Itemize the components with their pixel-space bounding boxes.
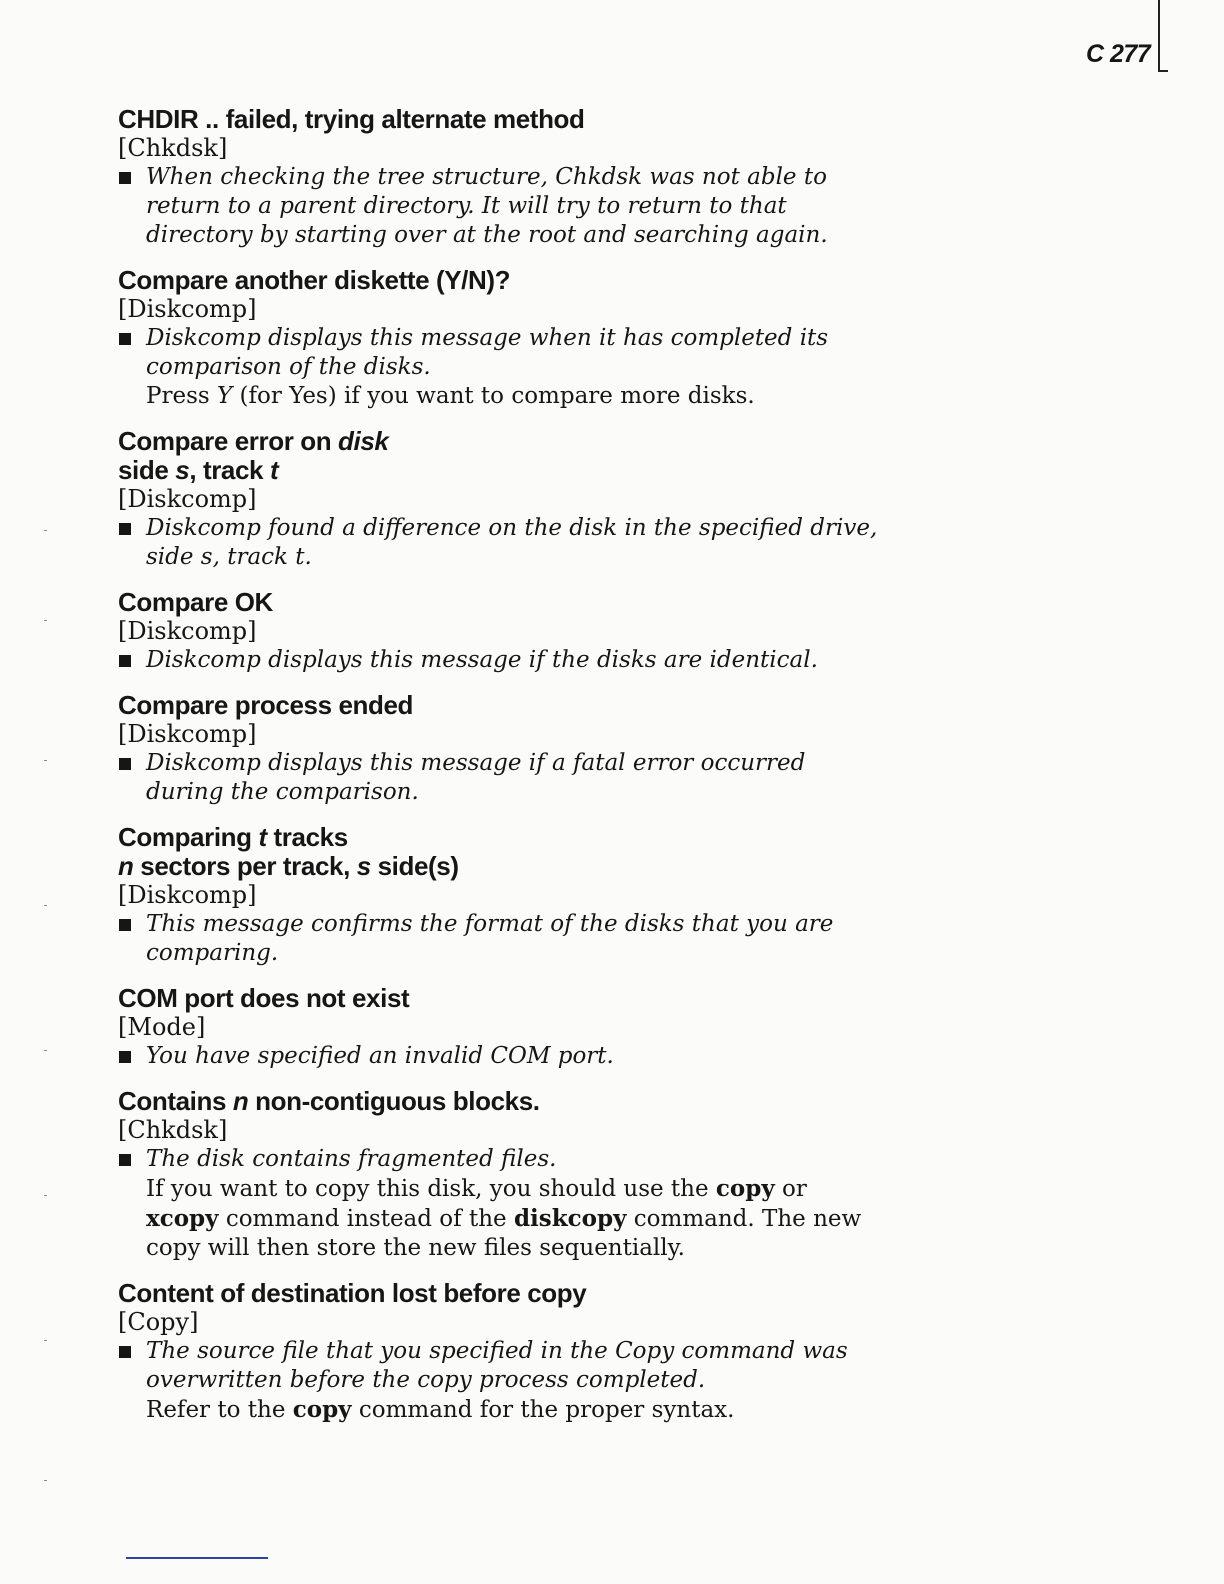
scan-speck — [44, 1195, 47, 1196]
title-variable: n — [232, 1086, 249, 1116]
message-source: [Diskcomp] — [118, 295, 257, 323]
square-bullet-icon — [119, 172, 131, 184]
message-description: Diskcomp displays this message when it has completed its comparison of the disks. — [118, 324, 878, 382]
square-bullet-icon — [119, 919, 131, 931]
page-number: C 277 — [1086, 40, 1151, 68]
message-entry — [118, 691, 878, 807]
message-description: Diskcomp displays this message if the disks are identical. — [118, 646, 878, 675]
message-source: [Chkdsk] — [118, 134, 228, 162]
message-entry — [118, 823, 878, 968]
message-description: When checking the tree structure, Chkdsk was not able to return to a parent directory. It will try to return to that directory by starting over at the root and searching again. — [118, 163, 878, 250]
message-title: Compare process ended — [118, 690, 414, 720]
scan-speck — [44, 905, 47, 906]
square-bullet-icon — [119, 1154, 131, 1166]
message-title: COM port does not exist — [118, 983, 410, 1013]
message-entry — [118, 1279, 878, 1425]
title-variable: t — [269, 455, 279, 485]
title-variable: s — [175, 455, 190, 485]
message-entry — [118, 984, 878, 1071]
message-source: [Diskcomp] — [118, 485, 257, 513]
message-title: CHDIR .. failed, trying alternate method — [118, 104, 585, 134]
message-title: Comparing t tracks n sectors per track, s side(s) — [118, 822, 459, 881]
scan-speck — [44, 530, 47, 531]
command-name: xcopy — [146, 1205, 219, 1232]
command-name: diskcopy — [513, 1205, 627, 1232]
message-description: The disk contains fragmented files. — [118, 1145, 878, 1174]
square-bullet-icon — [119, 1051, 131, 1063]
message-title: Compare error on disk side s, track t — [118, 426, 389, 485]
message-description: Diskcomp found a difference on the disk in the specified drive, side s, track t. — [118, 514, 878, 572]
scan-speck — [44, 1480, 47, 1481]
message-entry — [118, 105, 878, 250]
message-title: Compare another diskette (Y/N)? — [118, 265, 511, 295]
title-variable: disk — [338, 426, 389, 456]
message-entry — [118, 266, 878, 411]
title-variable: n — [118, 851, 134, 881]
message-source: [Copy] — [118, 1308, 199, 1336]
message-title: Compare OK — [118, 587, 273, 617]
message-source: [Diskcomp] — [118, 617, 257, 645]
square-bullet-icon — [119, 758, 131, 770]
scan-speck — [44, 1340, 47, 1341]
message-title: Content of destination lost before copy — [118, 1278, 587, 1308]
square-bullet-icon — [119, 655, 131, 667]
message-list — [118, 105, 878, 1441]
square-bullet-icon — [119, 333, 131, 345]
scan-speck — [44, 1050, 47, 1051]
message-entry — [118, 588, 878, 675]
message-note: Refer to the copy command for the proper syntax. — [146, 1396, 735, 1423]
message-title: Contains n non-contiguous blocks. — [118, 1086, 540, 1116]
message-source: [Chkdsk] — [118, 1116, 228, 1144]
square-bullet-icon — [119, 523, 131, 535]
message-note: Press Y (for Yes) if you want to compare more disks. — [146, 383, 755, 409]
scan-speck — [44, 760, 47, 761]
message-note: If you want to copy this disk, you should use the copy or xcopy command instead of the diskcopy command. The new copy will then store the new files sequentially. — [146, 1175, 862, 1261]
scan-speck — [44, 620, 47, 621]
message-description: This message confirms the format of the disks that you are comparing. — [118, 910, 878, 968]
title-variable: s — [356, 851, 371, 881]
message-source: [Mode] — [118, 1013, 206, 1041]
message-source: [Diskcomp] — [118, 720, 257, 748]
message-source: [Diskcomp] — [118, 881, 257, 909]
margin-rule — [1158, 0, 1160, 72]
message-description: You have specified an invalid COM port. — [118, 1042, 878, 1071]
footer-rule — [126, 1557, 268, 1559]
command-name: copy — [715, 1175, 775, 1202]
message-entry — [118, 1087, 878, 1263]
margin-tick — [1158, 70, 1168, 72]
message-entry — [118, 427, 878, 572]
message-description: The source file that you specified in the Copy command was overwritten before the copy process completed. — [118, 1337, 878, 1395]
square-bullet-icon — [119, 1346, 131, 1358]
title-variable: t — [258, 822, 267, 852]
command-name: copy — [292, 1396, 352, 1423]
key-name: Y — [217, 383, 233, 409]
message-description: Diskcomp displays this message if a fatal error occurred during the comparison. — [118, 749, 878, 807]
